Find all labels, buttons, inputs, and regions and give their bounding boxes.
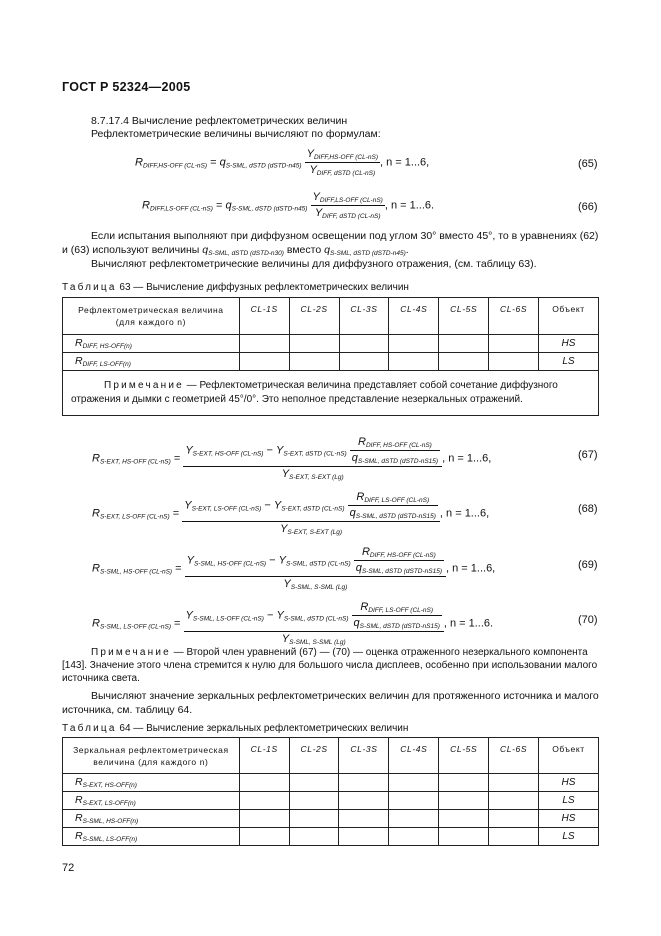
object-cell: LS	[538, 828, 598, 846]
equation-number-67: (67)	[578, 449, 598, 461]
column-header: CL-4S	[389, 738, 439, 774]
table-63	[62, 297, 599, 416]
equation-67: $R_{S-EXT, HS-OFF (CL-nS)}$ = $Y_{S-EXT, HS-OFF (CL-nS)} - Y_{S-EXT, dSTD (CL-nS)}$ $\frac{R_{DIFF, HS-OFF (CL-nS)}}{q_{S-SML, dSTD (dSTD-nS15)}}$ $Y_{S-EXT, S-EXT (Lg)}$ , n = 1...6,	[92, 436, 492, 481]
column-header: CL-1S	[239, 298, 289, 335]
equation-69: $R_{S-SML, HS-OFF (CL-nS)}$ = $Y_{S-SML, HS-OFF (CL-nS)} - Y_{S-SML, dSTD (CL-nS)}$ $\frac{R_{DIFF, HS-OFF (CL-nS)}}{q_{S-SML, dSTD (dSTD-nS15)}}$ $Y_{S-SML, S-SML (Lg)}$ , n = 1...6,	[92, 546, 496, 591]
table-note-row	[63, 371, 599, 416]
paragraph-angle-note: Если испытания выполняют при диффузном освещении под углом 30° вместо 45°, то в уравнениях (62) и (63) используют величины $q_{S-SML, dSTD (dSTD-n30)}$ вместо $q_{S-SML, dSTD (dSTD-n45)}$.	[62, 230, 599, 257]
column-header: CL-5S	[439, 738, 489, 774]
object-cell: HS	[539, 335, 599, 353]
object-cell: LS	[538, 792, 598, 810]
column-header: CL-3S	[339, 298, 389, 335]
column-header: CL-2S	[289, 738, 339, 774]
equation-68: $R_{S-EXT, LS-OFF (CL-nS)}$ = $Y_{S-EXT, LS-OFF (CL-nS)} - Y_{S-EXT, dSTD (CL-nS)}$ $\frac{R_{DIFF, LS-OFF (CL-nS)}}{q_{S-SML, dSTD (dSTD-nS15)}}$ $Y_{S-EXT, S-EXT (Lg)}$ , n = 1...6,	[92, 491, 490, 536]
equation-number-70: (70)	[578, 614, 598, 626]
column-header: CL-6S	[489, 738, 539, 774]
row-label: $R_{S-SML, LS-OFF(n)}$	[63, 828, 240, 846]
row-label: $R_{S-EXT, HS-OFF(n)}$	[63, 774, 240, 792]
equation-66: $R_{DIFF,LS-OFF (CL-nS)} = q_{S-SML, dSTD (dSTD-n45)}$ $\frac{Y_{DIFF,LS-OFF (CL-nS)}}{Y_{DIFF, dSTD (CL-nS)}}$ , n = 1...6.	[142, 191, 435, 220]
row-label: $R_{DIFF, LS-OFF(n)}$	[63, 353, 240, 371]
table-row	[63, 810, 599, 828]
column-header: CL-5S	[439, 298, 489, 335]
table-row	[63, 774, 599, 792]
equation-number-65: (65)	[578, 158, 598, 170]
paragraph-diffuse: Вычисляют рефлектометрические величины для диффузного отражения, (см. таблицу 63).	[91, 258, 537, 270]
equation-number-66: (66)	[578, 201, 598, 213]
equation-65: $R_{DIFF,HS-OFF (CL-nS)} = q_{S-SML, dSTD (dSTD-n45)}$ $\frac{Y_{DIFF,HS-OFF (CL-nS)}}{Y_{DIFF, dSTD (CL-nS)}}$ , n = 1...6,	[135, 148, 430, 177]
object-cell: HS	[538, 774, 598, 792]
table-64-caption: Таблица 64 — Вычисление зеркальных рефлектометрических величин	[62, 723, 409, 734]
table-63-caption: Таблица 63 — Вычисление диффузных рефлектометрических величин	[62, 282, 409, 293]
intro-text: Рефлектометрические величины вычисляют по формулам:	[91, 128, 381, 140]
column-header: CL-3S	[339, 738, 389, 774]
document-header: ГОСТ Р 52324—2005	[62, 80, 191, 94]
column-header: Зеркальная рефлектометрическая величина (для каждого n)	[63, 738, 240, 774]
column-header: Объект	[538, 738, 598, 774]
object-cell: HS	[538, 810, 598, 828]
equation-number-69: (69)	[578, 559, 598, 571]
object-cell: LS	[539, 353, 599, 371]
table-64	[62, 737, 599, 846]
page-number: 72	[62, 862, 75, 874]
column-header: Объект	[539, 298, 599, 335]
row-label: $R_{DIFF, HS-OFF(n)}$	[63, 335, 240, 353]
table-header-row	[63, 738, 599, 774]
column-header: CL-1S	[239, 738, 289, 774]
table-row	[63, 792, 599, 810]
table-note: Примечание — Рефлектометрическая величина представляет собой сочетание диффузного отражения и дымки с геометрией 45°/0°. Это неполное представление незеркальных отражений.	[63, 371, 599, 416]
table-row	[63, 828, 599, 846]
equation-number-68: (68)	[578, 503, 598, 515]
table-header-row	[63, 298, 599, 335]
table-row	[63, 353, 599, 371]
equation-70: $R_{S-SML, LS-OFF (CL-nS)}$ = $Y_{S-SML, LS-OFF (CL-nS)} - Y_{S-SML, dSTD (CL-nS)}$ $\frac{R_{DIFF, LS-OFF (CL-nS)}}{q_{S-SML, dSTD (dSTD-nS15)}}$ $Y_{S-SML, S-SML (Lg)}$ , n = 1...6.	[92, 601, 494, 646]
column-header: CL-2S	[289, 298, 339, 335]
column-header: Рефлектометрическая величина (для каждого n)	[63, 298, 240, 335]
equations-note: Примечание — Второй член уравнений (67) — (70) — оценка отраженного незеркального компонента [143]. Значение этого члена стремится к нулю для большого числа дисплеев, особенно при использовании малого источника света.	[62, 647, 598, 684]
table-row	[63, 335, 599, 353]
section-title: 8.7.17.4 Вычисление рефлектометрических величин	[91, 115, 348, 127]
row-label: $R_{S-SML, HS-OFF(n)}$	[63, 810, 240, 828]
row-label: $R_{S-EXT, LS-OFF(n)}$	[63, 792, 240, 810]
paragraph-specular: Вычисляют значение зеркальных рефлектометрических величин для протяженного источника и малого источника, см. таблицу 64.	[62, 690, 599, 716]
column-header: CL-6S	[489, 298, 539, 335]
column-header: CL-4S	[389, 298, 439, 335]
